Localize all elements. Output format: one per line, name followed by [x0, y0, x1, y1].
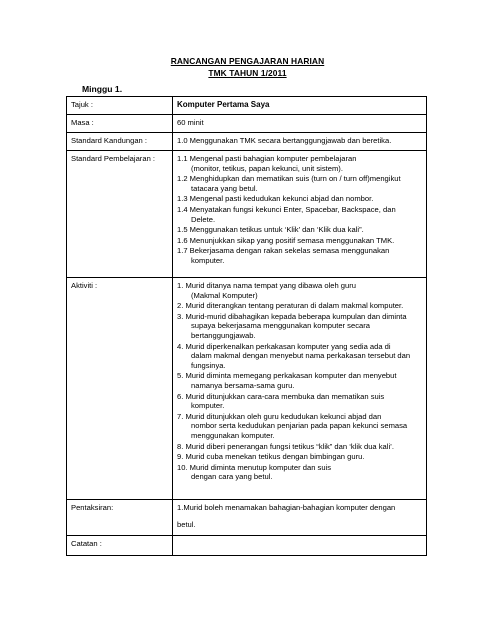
aktiviti-list [177, 281, 422, 482]
aktiviti-item [177, 342, 422, 371]
aktiviti-item-line: 9. Murid cuba menekan tetikus dengan bimbingan guru. [177, 452, 365, 462]
aktiviti-item [177, 442, 422, 452]
aktiviti-item [177, 301, 422, 311]
standard-pembelajaran-item-line: tatacara yang betul. [191, 183, 258, 193]
aktiviti-item-line: supaya bekerjasama menggunakan komputer secara [191, 321, 370, 331]
aktiviti-item [177, 412, 422, 441]
week-label: Minggu 1. [82, 84, 123, 94]
standard-pembelajaran-item-line: (monitor, tetikus, papan kekunci, unit sistem). [191, 163, 343, 173]
label-catatan: Catatan : [67, 536, 173, 556]
label-tajuk: Tajuk : [67, 97, 173, 115]
label-pentaksiran: Pentaksiran: [67, 500, 173, 536]
value-standard-kandungan: 1.0 Menggunakan TMK secara bertanggungjawab dan beretika. [173, 133, 427, 151]
label-aktiviti: Aktiviti : [67, 278, 173, 500]
aktiviti-item [177, 463, 422, 482]
aktiviti-item-line: 4. Murid diperkenalkan perkakasan komputer yang sedia ada di [177, 341, 391, 351]
row-pentaksiran [67, 500, 427, 536]
standard-pembelajaran-item [177, 246, 422, 265]
row-standard-pembelajaran [67, 151, 427, 278]
standard-pembelajaran-item-line: 1.7 Bekerjasama dengan rakan sekelas semasa menggunakan [177, 246, 390, 256]
standard-pembelajaran-item-line: 1.5 Menggunakan tetikus untuk ‘Klik’ dan ‘Klik dua kali”. [177, 225, 364, 235]
lesson-plan-table [66, 96, 427, 556]
label-masa: Masa : [67, 115, 173, 133]
aktiviti-item-line: 5. Murid diminta memegang perkakasan komputer dan menyebut [177, 371, 397, 381]
pentaksiran-line-1: 1.Murid boleh menamakan bahagian-bahagian komputer dengan [177, 503, 396, 512]
standard-pembelajaran-item-line: 1.2 Menghidupkan dan mematikan suis (turn on / turn off)mengikut [177, 174, 401, 184]
standard-pembelajaran-item [177, 205, 422, 224]
aktiviti-item-line: namanya bersama-sama guru. [191, 380, 295, 390]
value-pentaksiran [173, 500, 427, 536]
aktiviti-item-line: 7. Murid ditunjukkan oleh guru kedudukan kekunci abjad dan [177, 411, 382, 421]
aktiviti-item-line: (Makmal Komputer) [191, 290, 258, 300]
standard-pembelajaran-item-line: Delete. [191, 214, 216, 224]
aktiviti-item-line: 10. Murid diminta menutup komputer dan suis [177, 462, 332, 472]
aktiviti-item-line: bertanggungjawab. [191, 330, 256, 340]
standard-pembelajaran-item-line: 1.6 Menunjukkan sikap yang positif semasa menggunakan TMK. [177, 235, 395, 245]
aktiviti-item-line: 2. Murid diterangkan tentang peraturan di dalam makmal komputer. [177, 301, 404, 311]
document-title: RANCANGAN PENGAJARAN HARIAN [170, 56, 325, 66]
value-tajuk: Komputer Pertama Saya [173, 97, 427, 115]
aktiviti-item [177, 312, 422, 341]
aktiviti-item [177, 281, 422, 300]
value-aktiviti [173, 278, 427, 500]
aktiviti-item-line: dalam makmal dengan menyebut nama perkakasan tersebut dan [191, 351, 411, 361]
standard-pembelajaran-item [177, 154, 422, 173]
aktiviti-item-line: 1. Murid ditanya nama tempat yang dibawa oleh guru [177, 281, 356, 290]
value-masa: 60 minit [173, 115, 427, 133]
pentaksiran-line-2: betul. [177, 519, 196, 529]
standard-pembelajaran-list [177, 154, 422, 266]
row-masa [67, 115, 427, 133]
aktiviti-item-line: 3. Murid-murid dibahagikan kepada beberapa kumpulan dan diminta [177, 311, 407, 321]
document-subtitle: TMK TAHUN 1/2011 [208, 68, 287, 78]
row-standard-kandungan [67, 133, 427, 151]
standard-pembelajaran-item [177, 194, 422, 204]
row-aktiviti [67, 278, 427, 500]
standard-pembelajaran-item-line: 1.4 Menyatakan fungsi kekunci Enter, Spacebar, Backspace, dan [177, 204, 396, 214]
label-standard-kandungan: Standard Kandungan : [67, 133, 173, 151]
aktiviti-item-line: 6. Murid ditunjukkan cara-cara membuka dan mematikan suis [177, 391, 385, 401]
aktiviti-item-line: fungsinya. [191, 360, 226, 370]
aktiviti-item-line: menggunakan komputer. [191, 430, 275, 440]
value-catatan [173, 536, 427, 556]
aktiviti-item [177, 392, 422, 411]
aktiviti-item-line: komputer. [191, 401, 225, 411]
standard-pembelajaran-item [177, 174, 422, 193]
row-catatan [67, 536, 427, 556]
value-standard-pembelajaran [173, 151, 427, 278]
aktiviti-item-line: 8. Murid diberi penerangan fungsi tetikus “klik” dan ‘klik dua kali’. [177, 441, 394, 451]
aktiviti-item [177, 452, 422, 462]
standard-pembelajaran-item-line: 1.1 Mengenal pasti bahagian komputer pembelajaran [177, 154, 357, 163]
aktiviti-item-line: nombor serta kedudukan penjarian pada papan kekunci semasa [191, 421, 408, 431]
standard-pembelajaran-item-line: komputer. [191, 255, 225, 265]
label-standard-pembelajaran: Standard Pembelajaran : [67, 151, 173, 278]
aktiviti-item [177, 371, 422, 390]
row-tajuk [67, 97, 427, 115]
standard-pembelajaran-item-line: 1.3 Mengenal pasti kedudukan kekunci abjad dan nombor. [177, 194, 374, 204]
standard-pembelajaran-item [177, 225, 422, 235]
standard-pembelajaran-item [177, 236, 422, 246]
aktiviti-item-line: dengan cara yang betul. [191, 472, 273, 482]
